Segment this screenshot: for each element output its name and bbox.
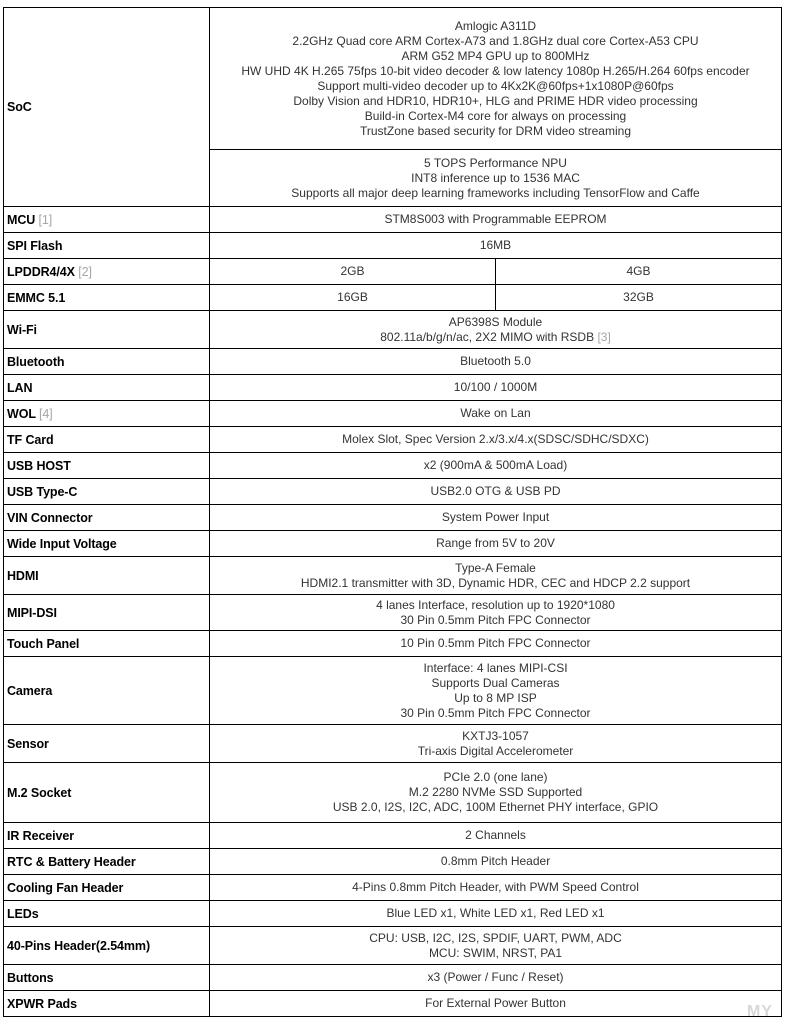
table-row [4, 657, 782, 725]
value-line: TrustZone based security for DRM video streaming [360, 123, 631, 138]
row-label-xpwr: XPWR Pads [4, 991, 210, 1017]
cooling-fan-value: 4-Pins 0.8mm Pitch Header, with PWM Speed Control [210, 875, 782, 901]
usb-type-c-value: USB2.0 OTG & USB PD [210, 479, 782, 505]
footnote-ref: [1] [38, 212, 53, 227]
value-line: CPU: USB, I2C, I2S, SPDIF, UART, PWM, ADC [369, 930, 622, 945]
row-label-bluetooth: Bluetooth [4, 349, 210, 375]
value-line: AP6398S Module [448, 314, 543, 329]
vin-value: System Power Input [210, 505, 782, 531]
row-label-usb-type-c: USB Type-C [4, 479, 210, 505]
row-label-wifi: Wi-Fi [4, 311, 210, 349]
row-label-m2-socket: M.2 Socket [4, 763, 210, 823]
value-line: PCIe 2.0 (one lane) [443, 770, 548, 784]
soc-cpu-value [210, 8, 782, 150]
value-line [210, 330, 781, 345]
row-label-ir-receiver: IR Receiver [4, 823, 210, 849]
table-row [4, 259, 782, 285]
leds-value: Blue LED x1, White LED x1, Red LED x1 [210, 901, 782, 927]
row-label-touch-panel: Touch Panel [4, 631, 210, 657]
table-row [4, 901, 782, 927]
table-row [4, 427, 782, 453]
value-line: USB 2.0, I2S, I2C, ADC, 100M Ethernet PHY interface, GPIO [332, 800, 659, 814]
row-label-wide-input: Wide Input Voltage [4, 531, 210, 557]
emmc-value-b: 32GB [496, 285, 782, 311]
row-label-rtc: RTC & Battery Header [4, 849, 210, 875]
label-text: LPDDR4/4X [7, 264, 75, 279]
table-row [4, 401, 782, 427]
value-line: ARM G52 MP4 GPU up to 800MHz [401, 48, 590, 63]
wol-value: Wake on Lan [210, 401, 782, 427]
row-label-cooling-fan: Cooling Fan Header [4, 875, 210, 901]
value-line: Support multi-video decoder up to 4Kx2K@60fps+1x1080P@60fps [317, 78, 674, 93]
camera-value [210, 657, 782, 725]
lan-value: 10/100 / 1000M [210, 375, 782, 401]
table-row [4, 479, 782, 505]
table-row [4, 311, 782, 349]
row-label-usb-host: USB HOST [4, 453, 210, 479]
row-label-leds: LEDs [4, 901, 210, 927]
ir-receiver-value: 2 Channels [210, 823, 782, 849]
table-row [4, 531, 782, 557]
value-line: HW UHD 4K H.265 75fps 10-bit video decoder & low latency 1080p H.265/H.264 60fps encoder [241, 63, 750, 78]
row-label-sensor: Sensor [4, 725, 210, 763]
table-row [4, 927, 782, 965]
row-label-wol [4, 401, 210, 427]
row-label-soc: SoC [4, 8, 210, 207]
spi-flash-value: 16MB [210, 233, 782, 259]
value-line: MCU: SWIM, NRST, PA1 [428, 945, 563, 960]
table-row [4, 8, 782, 150]
soc-npu-value [210, 150, 782, 207]
lpddr-value-a: 2GB [210, 259, 496, 285]
sensor-value [210, 725, 782, 763]
hdmi-value [210, 557, 782, 595]
value-line: INT8 inference up to 1536 MAC [411, 170, 580, 185]
wifi-value [210, 311, 782, 349]
wide-input-value: Range from 5V to 20V [210, 531, 782, 557]
table-row [4, 207, 782, 233]
mcu-value: STM8S003 with Programmable EEPROM [210, 207, 782, 233]
row-label-hdmi: HDMI [4, 557, 210, 595]
table-row [4, 965, 782, 991]
table-row [4, 505, 782, 531]
row-label-vin: VIN Connector [4, 505, 210, 531]
lpddr-value-b: 4GB [496, 259, 782, 285]
row-label-mipi-dsi: MIPI-DSI [4, 595, 210, 631]
usb-host-value: x2 (900mA & 500mA Load) [210, 453, 782, 479]
row-label-lpddr [4, 259, 210, 285]
value-line: Supports Dual Cameras [431, 675, 560, 690]
table-row [4, 725, 782, 763]
value-line: Build-in Cortex-M4 core for always on processing [364, 108, 627, 123]
table-row [4, 285, 782, 311]
spec-table [3, 7, 782, 1017]
label-text: WOL [7, 406, 36, 421]
rtc-value: 0.8mm Pitch Header [210, 849, 782, 875]
value-line: M.2 2280 NVMe SSD Supported [408, 785, 583, 799]
value-line: Amlogic A311D [454, 18, 537, 33]
row-label-tf-card: TF Card [4, 427, 210, 453]
40-pins-value [210, 927, 782, 965]
row-label-mcu [4, 207, 210, 233]
table-row [4, 349, 782, 375]
value-line: Supports all major deep learning frameworks including TensorFlow and Caffe [291, 185, 700, 200]
value-line: 30 Pin 0.5mm Pitch FPC Connector [400, 612, 591, 627]
table-row [4, 631, 782, 657]
tf-card-value: Molex Slot, Spec Version 2.x/3.x/4.x(SDSC/SDHC/SDXC) [210, 427, 782, 453]
emmc-value-a: 16GB [210, 285, 496, 311]
table-row [4, 991, 782, 1017]
value-line: KXTJ3-1057 [462, 728, 529, 743]
watermark: MY [747, 1003, 773, 1020]
row-label-camera: Camera [4, 657, 210, 725]
value-line: 2.2GHz Quad core ARM Cortex-A73 and 1.8GHz dual core Cortex-A53 CPU [292, 33, 699, 48]
mipi-dsi-value [210, 595, 782, 631]
xpwr-value: For External Power Button [210, 991, 782, 1017]
table-row [4, 233, 782, 259]
value-line: 5 TOPS Performance NPU [424, 155, 567, 170]
value-line: Tri-axis Digital Accelerometer [417, 743, 574, 758]
buttons-value: x3 (Power / Func / Reset) [210, 965, 782, 991]
table-row [4, 595, 782, 631]
table-row [4, 375, 782, 401]
value-line: Interface: 4 lanes MIPI-CSI [423, 660, 568, 675]
table-row [4, 763, 782, 823]
footnote-ref: [4] [39, 406, 53, 421]
touch-panel-value: 10 Pin 0.5mm Pitch FPC Connector [210, 631, 782, 657]
m2-socket-value [210, 763, 782, 823]
footnote-ref: [3] [597, 329, 611, 344]
row-label-buttons: Buttons [4, 965, 210, 991]
row-label-lan: LAN [4, 375, 210, 401]
value-line: Up to 8 MP ISP [454, 690, 537, 705]
value-text: 802.11a/b/g/n/ac, 2X2 MIMO with RSDB [380, 329, 595, 344]
bluetooth-value: Bluetooth 5.0 [210, 349, 782, 375]
row-label-40-pins: 40-Pins Header(2.54mm) [4, 927, 210, 965]
row-label-spi-flash: SPI Flash [4, 233, 210, 259]
table-row [4, 875, 782, 901]
table-row [4, 849, 782, 875]
value-line: 4 lanes Interface, resolution up to 1920*1080 [376, 597, 615, 612]
label-text: MCU [7, 212, 36, 227]
row-label-emmc: EMMC 5.1 [4, 285, 210, 311]
table-row [4, 453, 782, 479]
value-line: Type-A Female [455, 560, 536, 575]
value-line: HDMI2.1 transmitter with 3D, Dynamic HDR, CEC and HDCP 2.2 support [300, 575, 691, 590]
value-line: 30 Pin 0.5mm Pitch FPC Connector [400, 705, 591, 720]
table-row [4, 823, 782, 849]
table-row [4, 557, 782, 595]
footnote-ref: [2] [78, 264, 92, 279]
value-line: Dolby Vision and HDR10, HDR10+, HLG and PRIME HDR video processing [293, 93, 698, 108]
